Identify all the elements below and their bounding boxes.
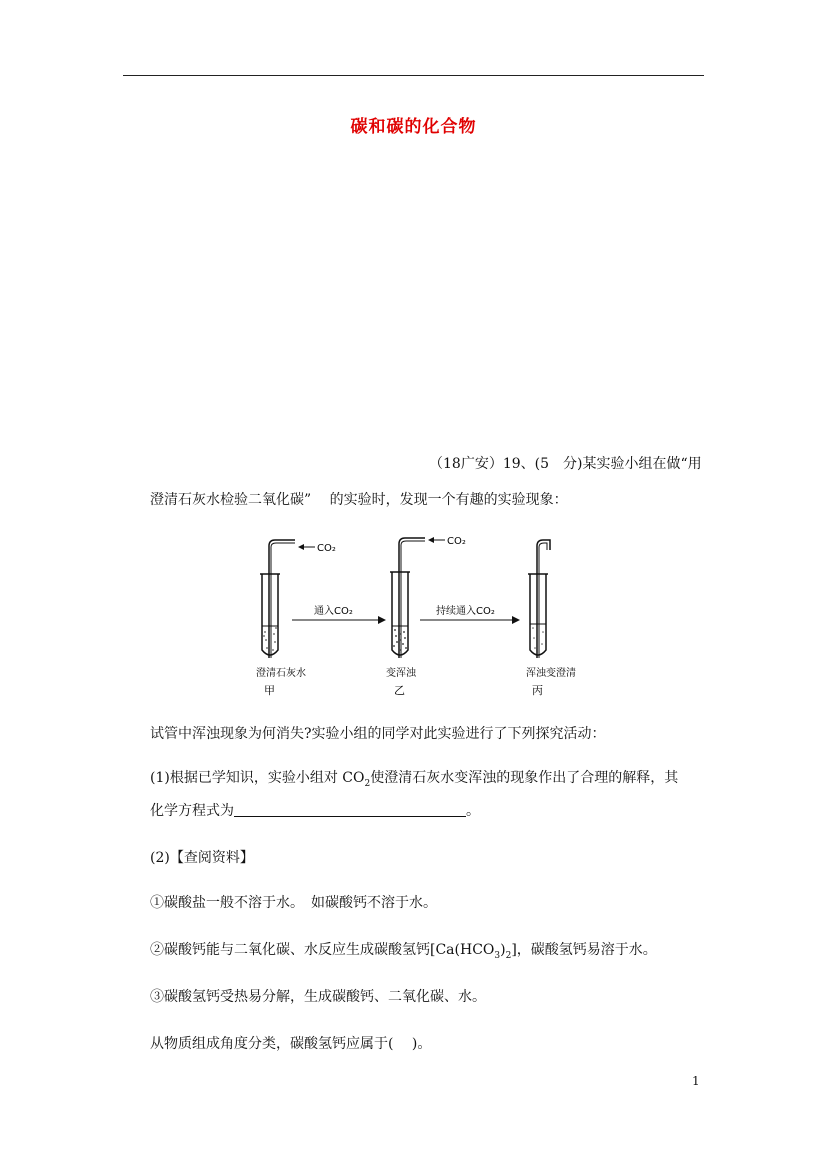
part1-text-a: (1)根据已学知识，实验小组对 CO	[150, 770, 365, 786]
item2-text-b: )	[500, 942, 506, 958]
item2-text-a: ②碳酸钙能与二氧化碳、水反应生成碳酸氢钙[Ca(HCO	[150, 942, 495, 958]
arrow-label-1: 通入CO₂	[314, 606, 353, 617]
question-intro-line2: 澄清石灰水检验二氧化碳” 的实验时，发现一个有趣的实验现象：	[150, 492, 568, 508]
co2-label-yi: CO₂	[447, 536, 466, 547]
co2-arrow-yi	[428, 536, 466, 547]
part1-line2	[150, 801, 480, 821]
info-item-1: ①碳酸盐一般不溶于水。 如碳酸钙不溶于水。	[150, 895, 437, 911]
part1-subscript: 2	[364, 778, 371, 789]
info-item-3: ③碳酸氢钙受热易分解，生成碳酸钙、二氧化碳、水。	[150, 989, 486, 1005]
liquid-yi	[392, 626, 408, 651]
question-why: 试管中浑浊现象为何消失?实验小组的同学对此实验进行了下列探究活动：	[150, 726, 606, 742]
tube-label-yi: 变浑浊	[386, 668, 416, 679]
tube-name-bing: 丙	[532, 684, 543, 697]
part1-text-b: 使澄清石灰水变浑浊的现象作出了合理的解释，其	[370, 770, 679, 786]
page-number: 1	[692, 1074, 700, 1088]
test-tube-bing	[528, 540, 550, 658]
page-title: 碳和碳的化合物	[350, 117, 477, 137]
item2-subscript-3: 3	[494, 950, 501, 961]
question-intro-line1: （18广安）19、(5 分)某实验小组在做“用	[429, 456, 702, 472]
co2-arrow-jia	[298, 543, 336, 554]
part1-line1	[150, 768, 678, 794]
test-tube-yi	[390, 538, 425, 658]
test-tube-jia	[260, 540, 295, 658]
liquid-bing	[530, 624, 546, 649]
arrow-label-2: 持续通入CO₂	[436, 606, 495, 617]
liquid-jia	[262, 626, 278, 651]
part1-equation-prompt: 化学方程式为	[150, 803, 234, 819]
experiment-figure	[250, 528, 620, 700]
info-item-2	[150, 940, 657, 966]
part1-period: 。	[466, 803, 480, 819]
tube-label-bing: 浑浊变澄清	[526, 668, 576, 679]
part2-heading: (2)【查阅资料】	[150, 850, 254, 866]
process-arrow-2	[420, 604, 520, 624]
co2-label-jia: CO₂	[317, 543, 336, 554]
tube-name-yi: 乙	[394, 684, 405, 697]
tube-label-jia: 澄清石灰水	[256, 668, 306, 679]
process-arrow-1	[292, 604, 386, 624]
header-rule	[123, 75, 704, 76]
equation-answer-blank[interactable]	[234, 802, 466, 817]
item2-subscript-2: 2	[505, 950, 512, 961]
tube-name-jia: 甲	[264, 684, 275, 697]
final-question: 从物质组成角度分类，碳酸氢钙应属于( )。	[150, 1036, 432, 1052]
item2-text-c: ]，碳酸氢钙易溶于水。	[511, 942, 657, 958]
